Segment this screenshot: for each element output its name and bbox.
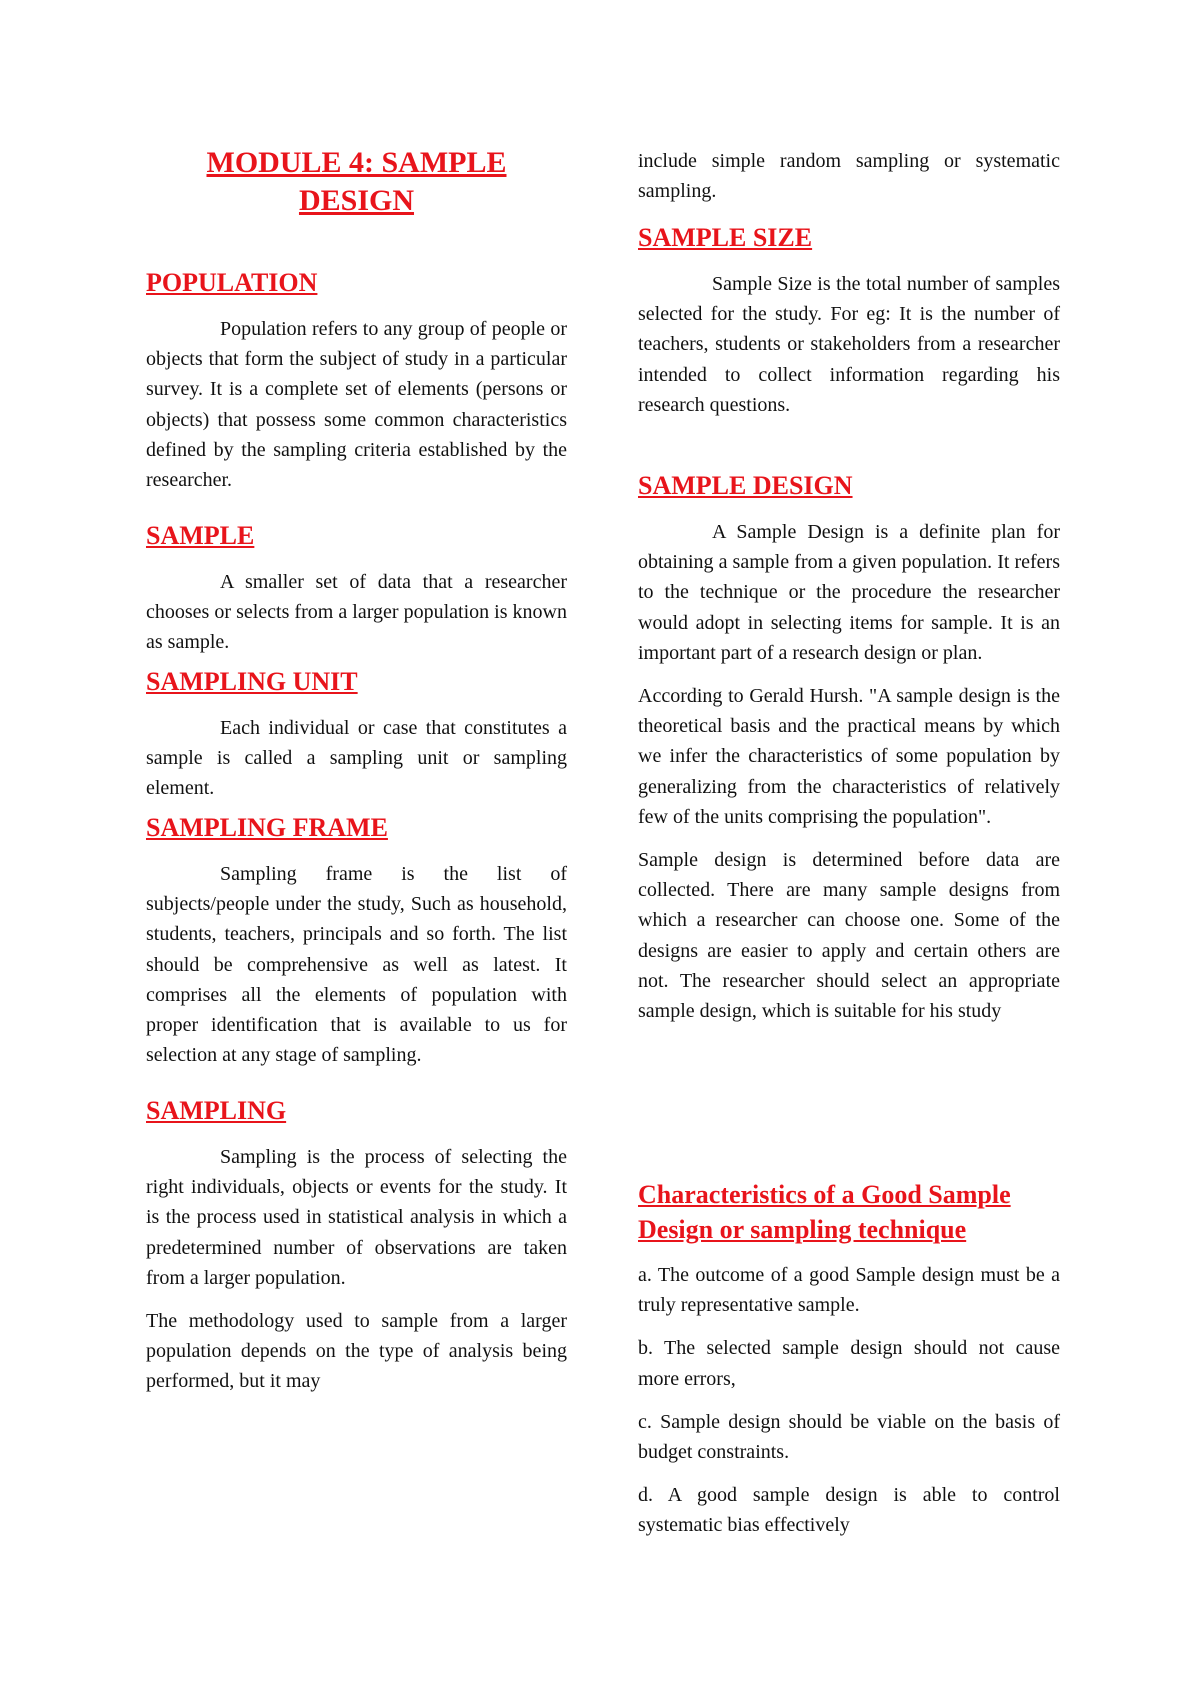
sampling-methodology-text: The methodology used to sample from a larger population depends on the type of analysis being performed, but it may bbox=[146, 1310, 567, 1393]
characteristics-item-c: c. Sample design should be viable on the basis of budget constraints. bbox=[638, 1410, 1060, 1464]
section-sample bbox=[146, 520, 567, 658]
sample-size-text: Sample Size is the total number of samples selected for the study. For eg: It is the number of teachers, students or stakeholders from a researcher intended to collect information regarding his research questions. bbox=[638, 273, 1060, 416]
section-sample-design bbox=[638, 470, 1060, 1026]
sampling-unit-text: Each individual or case that constitutes a sample is called a sampling unit or sampling element. bbox=[146, 717, 567, 800]
continuation-text: include simple random sampling or systematic sampling. bbox=[638, 150, 1060, 203]
section-sampling-unit bbox=[146, 666, 567, 804]
sampling-frame-text: Sampling frame is the list of subjects/people under the study, Such as household, students, teachers, principals and so forth. The list should be comprehensive as well as latest. It comprises all the elements of population with proper identification that is available to us for selection at any stage of sampling. bbox=[146, 863, 567, 1067]
sampling-heading: SAMPLING bbox=[146, 1096, 287, 1125]
sampling-frame-heading: SAMPLING FRAME bbox=[146, 813, 388, 842]
sample-design-heading: SAMPLE DESIGN bbox=[638, 471, 853, 500]
section-sample-size bbox=[638, 222, 1060, 420]
characteristics-item-d: d. A good sample design is able to control systematic bias effectively bbox=[638, 1484, 1060, 1537]
population-heading: POPULATION bbox=[146, 268, 318, 297]
sample-design-text: A Sample Design is a definite plan for obtaining a sample from a given population. It refers to the technique or the procedure the researcher would adopt in selecting items for sample. It is an important part of a research design or plan. bbox=[638, 521, 1060, 664]
sampling-text: Sampling is the process of selecting the right individuals, objects or events for the study. It is the process used in statistical analysis in which a predetermined number of observations are taken from a larger population. bbox=[146, 1146, 567, 1289]
section-continuation bbox=[638, 146, 1060, 206]
characteristics-item-a: a. The outcome of a good Sample design must be a truly representative sample. bbox=[638, 1264, 1060, 1317]
sample-size-heading: SAMPLE SIZE bbox=[638, 223, 813, 252]
section-characteristics bbox=[638, 1177, 1060, 1541]
sample-heading: SAMPLE bbox=[146, 521, 255, 550]
module-title: MODULE 4: SAMPLE DESIGN bbox=[206, 146, 507, 217]
sample-text: A smaller set of data that a researcher chooses or selects from a larger population is known as sample. bbox=[146, 571, 567, 654]
population-text: Population refers to any group of people or objects that form the subject of study in a particular survey. It is a complete set of elements (persons or objects) that possess some common characteristics defined by the sampling criteria established by the researcher. bbox=[146, 318, 567, 492]
sample-design-quote: According to Gerald Hursh. "A sample design is the theoretical basis and the practical means by which we infer the characteristics of some population by generalizing from the characteristics of relatively few of the units comprising the population". bbox=[638, 685, 1060, 828]
characteristics-item-b: b. The selected sample design should not cause more errors, bbox=[638, 1337, 1060, 1390]
characteristics-heading: Characteristics of a Good Sample Design or sampling technique bbox=[638, 1180, 1011, 1244]
sample-design-determined-text: Sample design is determined before data are collected. There are many sample designs from which a researcher can choose one. Some of the designs are easier to apply and certain others are not. The researcher should select an appropriate sample design, which is suitable for his study bbox=[638, 849, 1060, 1023]
sampling-unit-heading: SAMPLING UNIT bbox=[146, 667, 358, 696]
section-population bbox=[146, 267, 567, 495]
section-sampling-frame bbox=[146, 812, 567, 1070]
section-sampling bbox=[146, 1095, 567, 1397]
